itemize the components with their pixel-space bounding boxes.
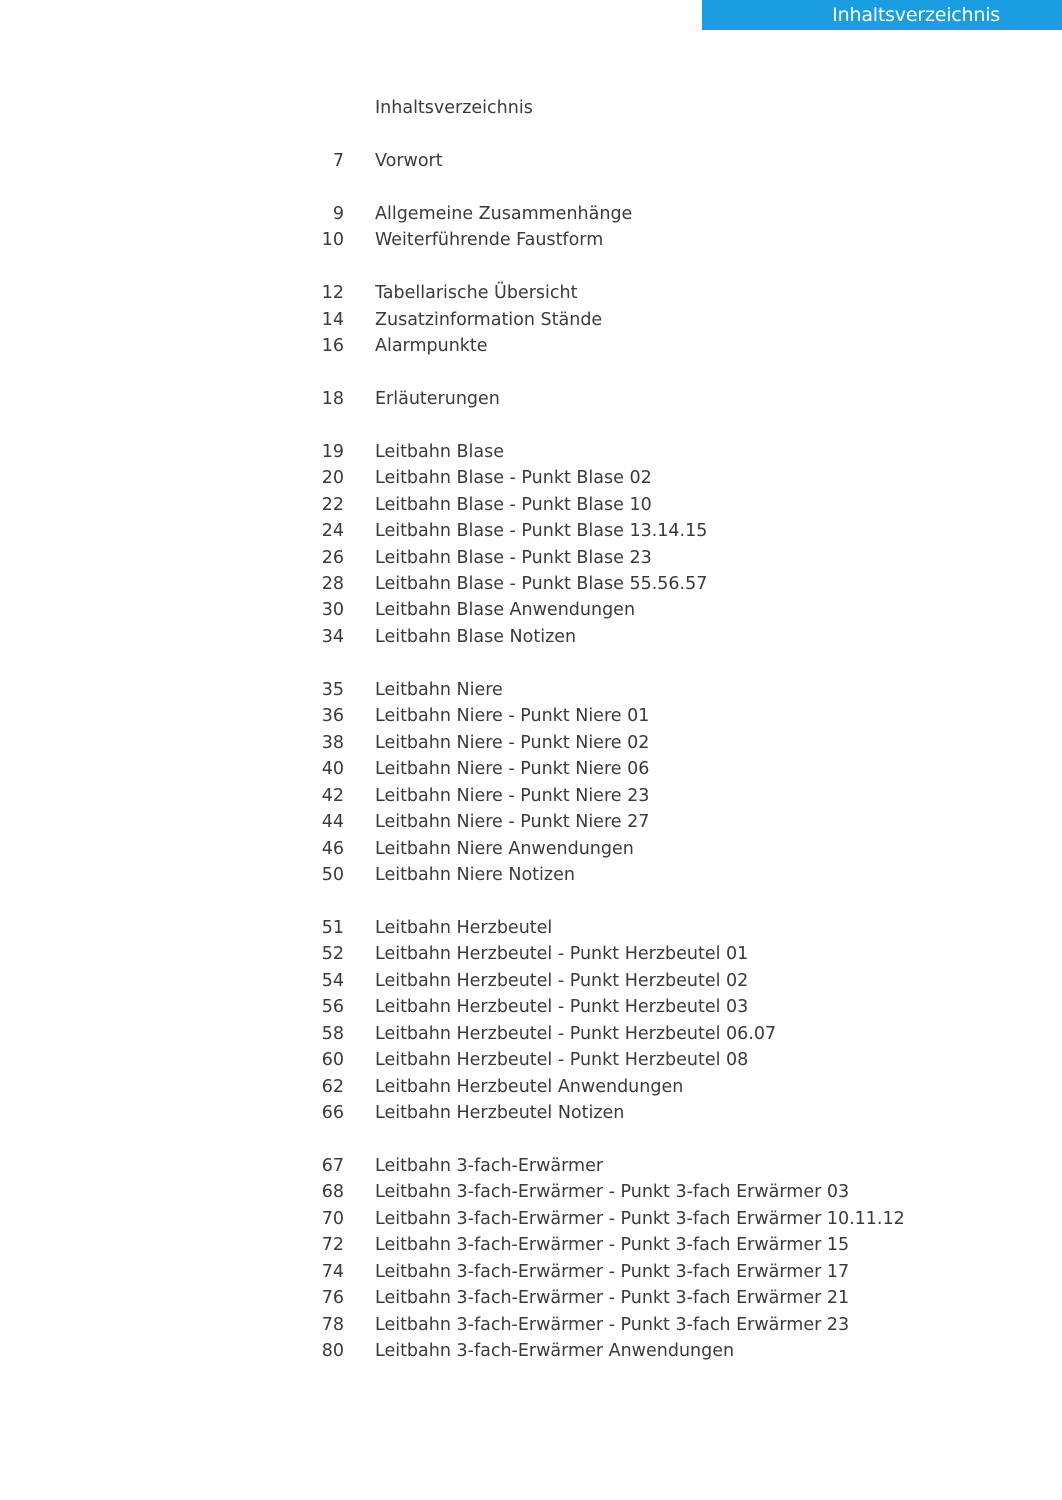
toc-page-number: 28 xyxy=(321,574,344,595)
toc-page-number: 44 xyxy=(321,812,344,833)
toc-entry-title: Leitbahn Niere - Punkt Niere 27 xyxy=(375,812,650,833)
toc-entry-title: Leitbahn Herzbeutel xyxy=(375,917,553,938)
toc-entry-title: Leitbahn Blase - Punkt Blase 13.14.15 xyxy=(375,521,708,542)
toc-entry-title: Leitbahn Niere - Punkt Niere 23 xyxy=(375,785,650,806)
toc-page-number: 67 xyxy=(321,1156,344,1176)
toc-group xyxy=(0,915,1062,1127)
toc-entry-title: Leitbahn Niere Notizen xyxy=(375,864,575,885)
toc-entry[interactable] xyxy=(0,386,1062,412)
toc-page-number: 22 xyxy=(321,494,344,515)
toc-entry[interactable] xyxy=(0,862,1062,888)
toc-entry-title: Leitbahn Niere - Punkt Niere 02 xyxy=(375,732,650,753)
toc-page-number: 35 xyxy=(321,679,344,700)
toc-entry-title: Leitbahn Blase Anwendungen xyxy=(375,600,636,621)
toc-page-number: 66 xyxy=(321,1103,344,1123)
toc-entry[interactable] xyxy=(0,783,1062,809)
toc-entry-title: Zusatzinformation Stände xyxy=(375,309,603,330)
toc-group xyxy=(0,677,1062,889)
toc-entry-title: Vorwort xyxy=(375,150,443,171)
toc-entry-title: Allgemeine Zusammenhänge xyxy=(375,203,633,224)
toc-entry[interactable] xyxy=(0,571,1062,597)
toc-entry[interactable] xyxy=(0,280,1062,306)
toc-group xyxy=(0,439,1062,651)
toc-entry-title: Leitbahn Niere xyxy=(375,679,503,700)
toc-entry[interactable] xyxy=(0,1206,1062,1232)
toc-page-number: 40 xyxy=(321,759,344,780)
toc-entry-title: Alarmpunkte xyxy=(375,336,488,357)
toc-entry-title: Leitbahn Blase - Punkt Blase 02 xyxy=(375,468,652,489)
toc-page-number: 42 xyxy=(321,785,344,806)
toc-entry[interactable] xyxy=(0,545,1062,571)
toc-page-number: 51 xyxy=(321,917,344,938)
toc-page-number: 74 xyxy=(321,1261,344,1282)
toc-entry[interactable] xyxy=(0,1312,1062,1338)
toc-entry[interactable] xyxy=(0,201,1062,227)
toc-page-number: 56 xyxy=(321,997,344,1018)
toc-entry[interactable] xyxy=(0,148,1062,174)
toc-entry[interactable] xyxy=(0,465,1062,491)
toc-entry[interactable] xyxy=(0,518,1062,544)
toc-group xyxy=(0,280,1062,359)
toc-entry[interactable] xyxy=(0,836,1062,862)
toc-entry-title: Leitbahn Herzbeutel - Punkt Herzbeutel 06.07 xyxy=(375,1023,777,1044)
toc-entry[interactable] xyxy=(0,307,1062,333)
toc-entry-title: Leitbahn Blase - Punkt Blase 23 xyxy=(375,547,652,568)
toc-page-number: 16 xyxy=(321,336,344,357)
toc-page-number: 76 xyxy=(321,1288,344,1309)
toc-entry-title: Leitbahn Blase Notizen xyxy=(375,626,577,647)
toc-entry-title: Leitbahn Blase - Punkt Blase 55.56.57 xyxy=(375,574,708,595)
toc-entry-title: Leitbahn Herzbeutel - Punkt Herzbeutel 02 xyxy=(375,970,749,991)
toc-page-number: 26 xyxy=(321,547,344,568)
toc-entry-title: Leitbahn Herzbeutel - Punkt Herzbeutel 01 xyxy=(375,944,749,965)
toc-entry-title: Leitbahn 3-fach-Erwärmer - Punkt 3-fach Erwärmer 15 xyxy=(375,1235,850,1256)
toc-page-number: 60 xyxy=(321,1050,344,1071)
toc-group xyxy=(0,1153,1062,1365)
toc-page-number: 14 xyxy=(321,309,344,330)
toc-page-number: 12 xyxy=(321,283,344,304)
toc-page-number: 80 xyxy=(321,1341,344,1362)
toc-page-number: 52 xyxy=(321,944,344,965)
toc-entry[interactable] xyxy=(0,333,1062,359)
toc-entry-title: Leitbahn Niere - Punkt Niere 01 xyxy=(375,706,650,727)
toc-entry-title: Weiterführende Faustform xyxy=(375,230,604,251)
toc-entry[interactable] xyxy=(0,756,1062,782)
toc-entry[interactable] xyxy=(0,1285,1062,1311)
toc-entry-title: Erläuterungen xyxy=(375,388,500,409)
toc-page-number: 70 xyxy=(321,1208,344,1229)
toc-entry[interactable] xyxy=(0,730,1062,756)
toc-page-number: 9 xyxy=(332,203,344,224)
toc-page-number: 78 xyxy=(321,1314,344,1335)
toc-page-number: 7 xyxy=(332,150,344,171)
toc-entry-title: Tabellarische Übersicht xyxy=(375,283,578,304)
toc-entry-title: Leitbahn 3-fach-Erwärmer - Punkt 3-fach Erwärmer 17 xyxy=(375,1261,850,1282)
toc-entry-title: Leitbahn 3-fach-Erwärmer - Punkt 3-fach Erwärmer 10.11.12 xyxy=(375,1208,905,1229)
toc-entry[interactable] xyxy=(0,915,1062,941)
toc-entry-title: Leitbahn Niere Anwendungen xyxy=(375,838,634,859)
toc-group xyxy=(0,201,1062,254)
toc-entry[interactable] xyxy=(0,941,1062,967)
toc-entry-title: Leitbahn Herzbeutel Anwendungen xyxy=(375,1076,684,1097)
toc-page-number: 62 xyxy=(321,1076,344,1097)
toc-entry[interactable] xyxy=(0,597,1062,623)
toc-page-number: 36 xyxy=(321,706,344,727)
toc-entry-title: Leitbahn 3-fach-Erwärmer - Punkt 3-fach Erwärmer 03 xyxy=(375,1182,850,1203)
toc-page-number: 54 xyxy=(321,970,344,991)
toc-entry[interactable] xyxy=(0,677,1062,703)
toc-entry-title: Leitbahn 3-fach-Erwärmer Anwendungen xyxy=(375,1341,735,1362)
toc-page-number: 24 xyxy=(321,521,344,542)
toc-entry[interactable] xyxy=(0,1153,1062,1179)
toc-page-number: 38 xyxy=(321,732,344,753)
toc-entry-title: Leitbahn Herzbeutel - Punkt Herzbeutel 03 xyxy=(375,997,749,1018)
toc-page-number: 30 xyxy=(321,600,344,621)
toc-entry[interactable] xyxy=(0,492,1062,518)
toc-entry-title: Leitbahn Blase - Punkt Blase 10 xyxy=(375,494,652,515)
toc-entry-title: Leitbahn 3-fach-Erwärmer xyxy=(375,1156,604,1176)
toc-page-number: 58 xyxy=(321,1023,344,1044)
toc-entry-title: Leitbahn Herzbeutel Notizen xyxy=(375,1103,625,1123)
toc-group xyxy=(0,148,1062,174)
toc-page-number: 19 xyxy=(321,441,344,462)
toc-entry-title: Leitbahn Herzbeutel - Punkt Herzbeutel 08 xyxy=(375,1050,749,1071)
toc-entry[interactable] xyxy=(0,809,1062,835)
toc-entry[interactable] xyxy=(0,1179,1062,1205)
toc-entry-title: Leitbahn 3-fach-Erwärmer - Punkt 3-fach Erwärmer 21 xyxy=(375,1288,850,1309)
toc-entry[interactable] xyxy=(0,1338,1062,1364)
toc-entry[interactable] xyxy=(0,624,1062,650)
toc-entry[interactable] xyxy=(0,968,1062,994)
toc-page-number: 68 xyxy=(321,1182,344,1203)
toc-page-number: 34 xyxy=(321,626,344,647)
toc-entry[interactable] xyxy=(0,1232,1062,1258)
toc-entry[interactable] xyxy=(0,1047,1062,1073)
toc-entry-title: Leitbahn Niere - Punkt Niere 06 xyxy=(375,759,650,780)
toc-heading: Inhaltsverzeichnis xyxy=(375,98,533,118)
toc-entry[interactable] xyxy=(0,1259,1062,1285)
toc-entry[interactable] xyxy=(0,994,1062,1020)
toc-page-number: 18 xyxy=(321,388,344,409)
toc-entry[interactable] xyxy=(0,227,1062,253)
toc-page-number: 20 xyxy=(321,468,344,489)
toc-page-number: 46 xyxy=(321,838,344,859)
toc-entry[interactable] xyxy=(0,1100,1062,1126)
toc-entry[interactable] xyxy=(0,1074,1062,1100)
toc-page-number: 10 xyxy=(321,230,344,251)
toc-page-number: 50 xyxy=(321,864,344,885)
toc-entry[interactable] xyxy=(0,439,1062,465)
toc-entry[interactable] xyxy=(0,703,1062,729)
toc-entry-title: Leitbahn Blase xyxy=(375,441,504,462)
toc-entry-title: Leitbahn 3-fach-Erwärmer - Punkt 3-fach Erwärmer 23 xyxy=(375,1314,850,1335)
toc-group xyxy=(0,386,1062,412)
section-tab: Inhaltsverzeichnis xyxy=(702,0,1062,30)
toc-entry[interactable] xyxy=(0,1021,1062,1047)
toc-page-number: 72 xyxy=(321,1235,344,1256)
